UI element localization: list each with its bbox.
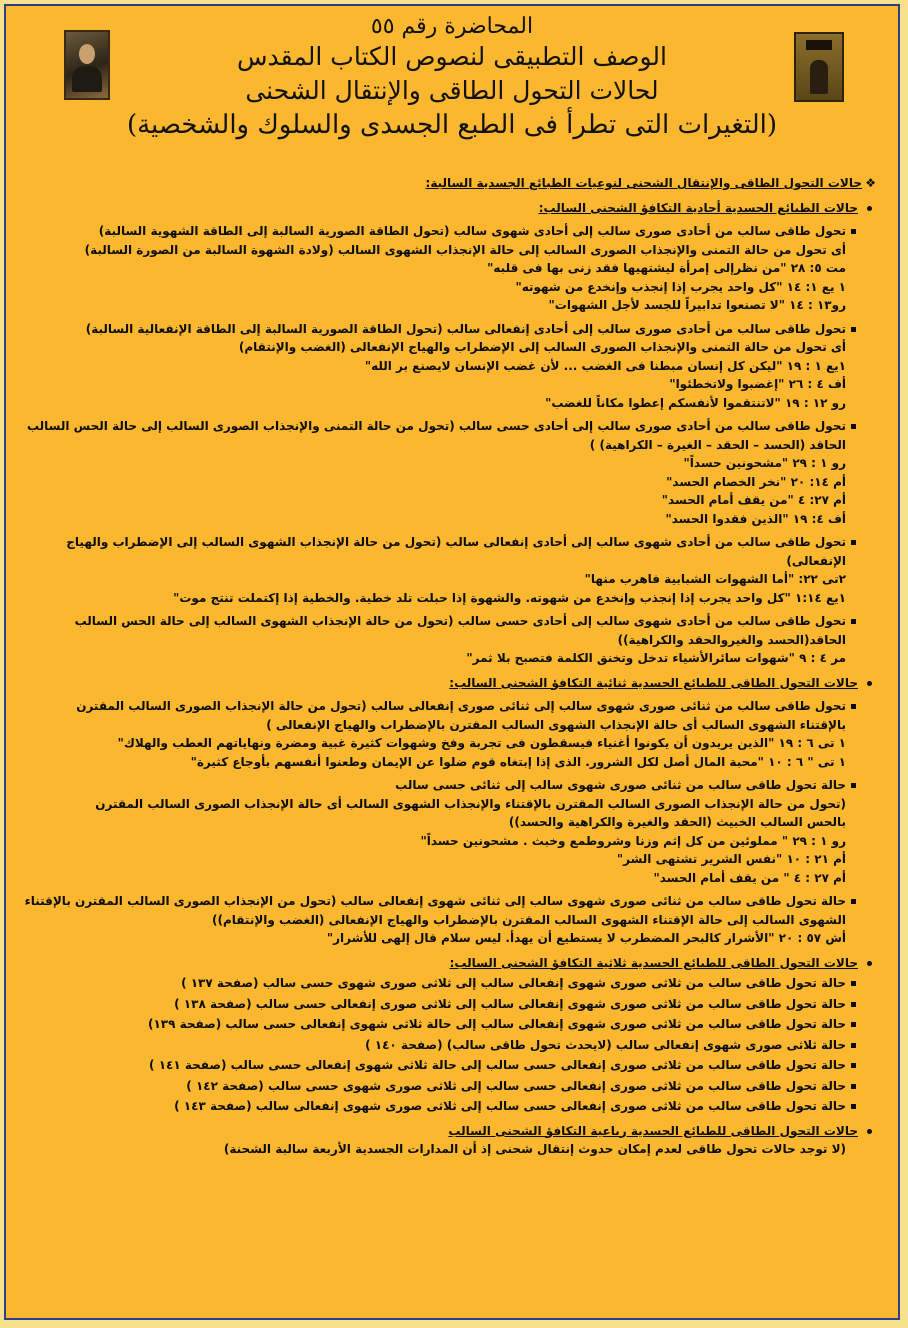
- list-item-line: [18, 278, 876, 297]
- list-item-text: حالة تحول طاقى سالب من ثنائى صورى شهوى سالب إلى ثنائى حسى سالب: [395, 778, 846, 792]
- list-item-line: [18, 929, 876, 948]
- list-item-text: رو ١ : ٢٩ " مملوئين من كل إثم وزنا وشروطمع وخبث . مشحونين حسداً": [420, 833, 846, 848]
- square-bullet-icon: [851, 1022, 856, 1027]
- list-item-text: ١يع ١:١٤ "كل واحد يجرب إذا إنجذب وإنخدع من شهوته. والشهوة إذا حبلت تلد خطية. والخطية إذا إكتملت تنتج موت": [173, 590, 846, 605]
- list-item-line: [18, 436, 876, 455]
- list-item-text: حالة تحول طاقى سالب من ثنائى صورى شهوى سالب إلى ثنائى شهوى إنفعالى سالب (تحول من الإنجذاب الصورى السالب المقترن بالإقتناء: [24, 894, 846, 908]
- square-bullet-icon: [851, 1084, 856, 1089]
- list-item: [18, 697, 876, 716]
- list-item: [18, 974, 876, 993]
- list-item-line: [18, 473, 876, 492]
- list-item-line: [18, 753, 876, 772]
- list-item-text: رو ١٢ : ١٩ "لاتنتقموا لأنفسكم إعطوا مكاناً للغضب": [545, 395, 846, 410]
- list-item-text: رو١٣ : ١٤ "لا تصنعوا تدابيراً للجسد لأجل الشهوات": [548, 298, 846, 312]
- sections: [18, 199, 876, 1159]
- list-item-line: [18, 813, 876, 832]
- list-item-text: أم ١٤: ٢٠ "نخر الخصام الحسد": [666, 474, 846, 489]
- section-heading-text: حالات التحول الطاقى للطبائع الجسدية رباعية التكافؤ الشحنى السالب: [448, 1123, 858, 1138]
- round-bullet-icon: [867, 961, 872, 966]
- square-bullet-icon: [851, 229, 856, 234]
- list-item-line: [18, 454, 876, 473]
- section-heading: [18, 954, 876, 973]
- square-bullet-icon: [851, 1104, 856, 1109]
- list-item-text: حالة تحول طاقى سالب من ثلاثى صورى إنفعالى حسى سالب إلى ثلاثى صورى شهوى حسى سالب (صفحة ١٤٢ ): [186, 1078, 846, 1093]
- page-subtitle-parenthetical: (التغيرات التى تطرأ فى الطبع الجسدى والسلوك والشخصية): [126, 110, 778, 140]
- square-bullet-icon: [851, 540, 856, 545]
- portrait-image-left: [64, 30, 110, 100]
- list-item-text: حالة تحول طاقى سالب من ثلاثى صورى إنفعالى حسى سالب إلى حالة ثلاثى شهوى إنفعالى حسى سالب (صفحة ١٤١ ): [149, 1058, 846, 1072]
- list-item-text: الحاقد (الحسد – الحقد – الغيرة – الكراهية) ): [589, 437, 846, 452]
- main-heading: [18, 174, 876, 193]
- content: [6, 174, 898, 1159]
- square-bullet-icon: [851, 619, 856, 624]
- list-item-text: أى تحول من حالة التمنى والإنجذاب الصورى السالب إلى الإضطراب والهياج الإنفعالى (الغضب والإنتقام): [238, 340, 846, 354]
- book-cover-image-right: [794, 32, 844, 102]
- list-item-text: أف ٤: ١٩ "الذين فقدوا الحسد": [665, 511, 846, 526]
- square-bullet-icon: [851, 1063, 856, 1068]
- list-item-line: [18, 338, 876, 357]
- diamond-bullet-icon: ❖: [865, 176, 876, 190]
- list-item-text: أم ٢٧: ٤ "من يقف أمام الحسد": [661, 493, 846, 507]
- list-item-text: بالحس السالب الخبيث (الحقد والغيرة والكراهية والحسد)): [508, 815, 846, 829]
- list-item: [18, 1097, 876, 1116]
- list-item: [18, 1036, 876, 1055]
- list-item-line: [18, 869, 876, 888]
- list-item-line: [18, 375, 876, 394]
- list-item-text: حالة تحول طاقى سالب من ثلاثى صورى شهوى إنفعالى سالب إلى ثلاثى صورى شهوى حسى سالب (صفحة ١٣٧ ): [181, 976, 846, 990]
- list-item: [18, 776, 876, 795]
- list-item: [18, 222, 876, 241]
- round-bullet-icon: [867, 1129, 872, 1134]
- list-item-line: [18, 850, 876, 869]
- section-heading-text: حالات الطبائع الجسدية أحادية التكافؤ الشحنى السالب:: [538, 200, 858, 215]
- list-item: [18, 1056, 876, 1075]
- list-item-line: [18, 241, 876, 260]
- list-item: [18, 533, 876, 552]
- list-item-text: أم ٢١ : ١٠ "نفس الشرير تشتهى الشر": [616, 852, 846, 866]
- list-item-text: بالإقتناء الشهوى السالب أى حالة الإنجذاب الشهوى السالب المقترن بالإضطراب والهياج الإنفعالى ): [266, 717, 846, 732]
- list-item-text: تحول طاقى سالب من أحادى صورى سالب إلى أحادى إنفعالى سالب (تحول الطاقة الصورية السالبة إلى الطاقة الإنفعالية السالبة): [85, 321, 846, 336]
- list-item: [18, 1015, 876, 1034]
- header: [6, 6, 898, 174]
- list-item-text: حالة تحول طاقى سالب من ثلاثى صورى إنفعالى حسى سالب إلى ثلاثى صورى شهوى إنفعالى سالب (صفحة ١٤٣ ): [174, 1099, 846, 1113]
- list-item-text: مت ٥: ٢٨ "من نظرإلى إمرأة ليشتهيها فقد زنى بها فى قلبه": [487, 261, 846, 275]
- main-heading-text: حالات التحول الطاقى والإنتقال الشحنى لنوعيات الطبائع الجسدية السالبة:: [425, 176, 862, 190]
- square-bullet-icon: [851, 424, 856, 429]
- page-subtitle: لحالات التحول الطاقى والإنتقال الشحنى: [245, 76, 659, 105]
- lecture-number: المحاضرة رقم ٥٥: [370, 14, 534, 39]
- list-item: [18, 417, 876, 436]
- list-item-text: أف ٤ : ٢٦ "إغضبوا ولاتخطئوا": [669, 377, 846, 391]
- list-item-text: أى تحول من حالة التمنى والإنجذاب الصورى السالب إلى حالة الإنجذاب الشهوى السالب (ولادة الشهوة السالبة من الصورة السالبة): [84, 242, 846, 257]
- list-item-text: ١ تى ٦ : ١٩ "الذين يريدون أن يكونوا أغنياء فيسقطون فى تجربة وفخ وشهوات كثيرة غبية ومضرة ونهاياتهم العطب والهلاك": [117, 736, 846, 750]
- list-item-text: ١ تى " ٦ : ١٠ "محبة المال أصل لكل الشرور. الذى إذا إبتغاه قوم ضلوا عن الإيمان وطعنوا أنفسهم بأوجاع كثيرة": [190, 754, 846, 769]
- list-item-line: [18, 491, 876, 510]
- square-bullet-icon: [851, 899, 856, 904]
- list-item-line: [18, 734, 876, 753]
- list-item-text: (تحول من حالة الإنجذاب الصورى السالب المقترن بالإقتناء والإنجذاب الشهوى السالب أى حالة الإنجذاب الصورى السالب المقترن: [95, 796, 846, 811]
- list-item-line: [18, 394, 876, 413]
- list-item: [18, 612, 876, 631]
- list-item-text: أم ٢٧ : ٤ " من يقف أمام الحسد": [653, 870, 846, 885]
- round-bullet-icon: [867, 681, 872, 686]
- list-item-text: حالة تحول طاقى سالب من ثلاثى صورى شهوى إنفعالى سالب إلى ثلاثى صورى إنفعالى حسى سالب (صفحة ١٣٨ ): [174, 996, 846, 1011]
- list-item-line: [18, 357, 876, 376]
- square-bullet-icon: [851, 704, 856, 709]
- section-heading: [18, 199, 876, 218]
- square-bullet-icon: [851, 981, 856, 986]
- square-bullet-icon: [851, 327, 856, 332]
- list-item-text: تحول طاقى سالب من أحادى صورى سالب إلى أحادى شهوى سالب (تحول الطاقة الصورية السالبة إلى الطاقة الشهوية السالبة): [98, 224, 846, 238]
- list-item-text: مر ٤ : ٩ "شهوات سائرالأشياء تدخل وتخنق الكلمة فتصبح بلا ثمر": [466, 651, 846, 665]
- section-heading-text: حالات التحول الطاقى للطبائع الجسدية ثلاثية التكافؤ الشحنى السالب:: [449, 955, 858, 970]
- list-item-text: الشهوى السالب إلى حالة الإقتناء الشهوى السالب المقترن بالإضطراب والهياج الإنفعالى (الغضب والإنتقام)): [212, 912, 846, 927]
- round-bullet-icon: [867, 206, 872, 211]
- list-item-line: [18, 570, 876, 589]
- list-item-line: [18, 589, 876, 608]
- list-item-line: [18, 716, 876, 735]
- list-item-text: حالة تحول طاقى سالب من ثلاثى صورى شهوى إنفعالى سالب إلى حالة ثلاثى شهوى إنفعالى حسى سالب (صفحة ١٣٩): [147, 1017, 846, 1031]
- list-item-text: أش ٥٧ : ٢٠ "الأشرار كالبحر المضطرب لا يستطيع أن يهدأ. ليس سلام قال إلهى للأشرار": [326, 931, 846, 945]
- section-note-text: (لا توجد حالات تحول طاقى لعدم إمكان حدوث إنتقال شحنى إذ أن المدارات الجسدية الأربعة سالبة الشحنة): [223, 1142, 846, 1156]
- list-item: [18, 1077, 876, 1096]
- section-heading: [18, 674, 876, 693]
- square-bullet-icon: [851, 1043, 856, 1048]
- list-item-text: تحول طاقى سالب من أحادى شهوى سالب إلى أحادى إنفعالى سالب (تحول من حالة الإنجذاب الشهوى السالب إلى الإضطراب والهياج: [66, 535, 846, 549]
- list-item-text: تحول طاقى سالب من ثنائى صورى شهوى سالب إلى ثنائى صورى إنفعالى سالب (تحول من حالة الإنجذاب الصورى السالب المقترن: [76, 699, 846, 713]
- section-heading: [18, 1122, 876, 1141]
- list-item-text: ١يع ١ : ١٩ "ليكن كل إنسان مبطنا فى الغضب ... لأن غضب الإنسان لايصنع بر الله": [364, 358, 846, 373]
- list-item-line: [18, 510, 876, 529]
- list-item: [18, 320, 876, 339]
- list-item-line: [18, 259, 876, 278]
- list-item-line: [18, 552, 876, 571]
- list-item-line: [18, 832, 876, 851]
- list-item-line: [18, 296, 876, 315]
- list-item-text: ١ يع ١: ١٤ "كل واحد يجرب إذا إنجذب وإنخدع من شهوته": [515, 279, 846, 294]
- list-item-line: [18, 795, 876, 814]
- list-item-text: حالة ثلاثى صورى شهوى إنفعالى سالب (لايحدث تحول طاقى سالب) (صفحة ١٤٠ ): [365, 1037, 846, 1052]
- list-item-line: [18, 649, 876, 668]
- list-item-text: رو ١ : ٢٩ "مشحونين حسداً": [683, 456, 846, 470]
- list-item-text: تحول طاقى سالب من أحادى شهوى سالب إلى أحادى حسى سالب (تحول من حالة الإنجذاب الشهوى السالب إلى حالة الحس السالب: [74, 614, 846, 628]
- list-item-text: الإنفعالى): [786, 553, 846, 568]
- list-item-text: الحاقد(الحسد والغيروالحقد والكراهية)): [617, 632, 846, 647]
- square-bullet-icon: [851, 1002, 856, 1007]
- square-bullet-icon: [851, 783, 856, 788]
- lecture-page: [4, 4, 900, 1320]
- list-item-text: ٢تى ٢٢: "أما الشهوات الشبابية فاهرب منها": [584, 572, 846, 586]
- list-item: [18, 892, 876, 911]
- list-item-text: تحول طاقى سالب من أحادى صورى سالب إلى أحادى حسى سالب (تحول من حالة التمنى والإنجذاب الصورى السالب إلى حالة الحس السالب: [26, 419, 846, 433]
- section-heading-text: حالات التحول الطاقى للطبائع الجسدية ثنائية التكافؤ الشحنى السالب:: [449, 675, 858, 690]
- list-item-line: [18, 631, 876, 650]
- list-item: [18, 995, 876, 1014]
- list-item-line: [18, 911, 876, 930]
- section-note: [18, 1140, 876, 1159]
- page-title: الوصف التطبيقى لنصوص الكتاب المقدس: [237, 42, 667, 71]
